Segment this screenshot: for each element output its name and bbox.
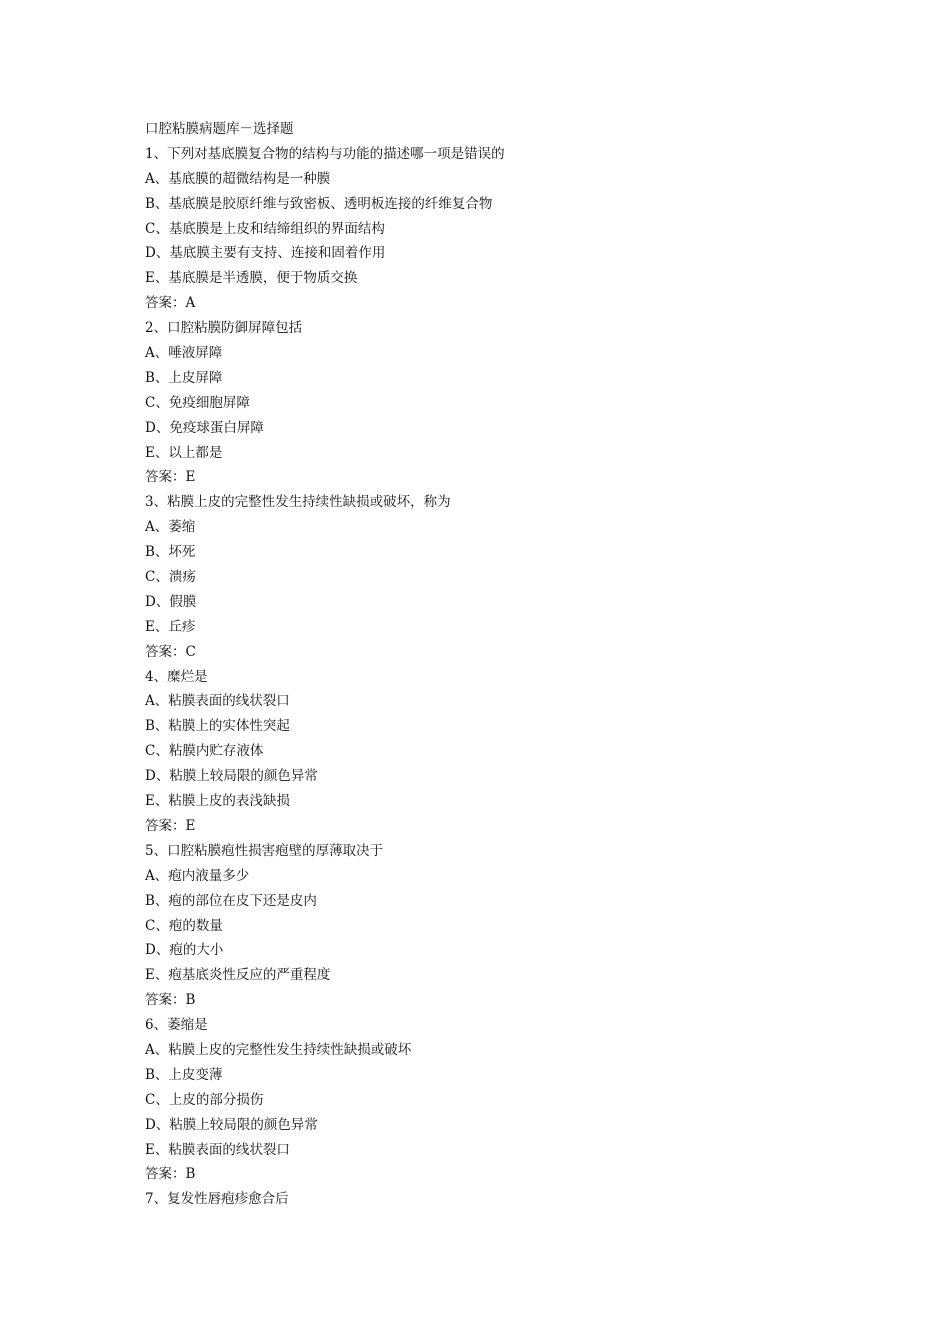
option-a: A、唾液屏障 <box>145 345 223 362</box>
answer-prefix: 答案： <box>145 817 186 834</box>
answer-prefix: 答案： <box>145 469 186 486</box>
question-2 <box>145 316 845 490</box>
answer-value: E <box>185 817 196 834</box>
option-d: D、假膜 <box>145 593 197 610</box>
question-3 <box>145 490 845 664</box>
answer-prefix: 答案： <box>145 1166 186 1183</box>
answer-line <box>145 465 845 490</box>
answer-value: C <box>185 643 196 660</box>
answer-line <box>145 291 845 316</box>
question-5 <box>145 839 845 1013</box>
option-d: D、粘膜上较局限的颜色异常 <box>145 1116 318 1133</box>
option-e: E、粘膜上皮的表浅缺损 <box>145 793 290 810</box>
question-stem: 5、口腔粘膜疱性损害疱壁的厚薄取决于 <box>145 842 384 859</box>
option-b: B、上皮屏障 <box>145 369 223 386</box>
question-7 <box>145 1187 845 1212</box>
option-e: E、疱基底炎性反应的严重程度 <box>145 967 331 984</box>
question-1 <box>145 142 845 316</box>
answer-prefix: 答案： <box>145 643 186 660</box>
option-e: E、丘疹 <box>145 618 196 635</box>
answer-value: E <box>185 469 196 486</box>
option-e: E、以上都是 <box>145 444 223 461</box>
option-b: B、疱的部位在皮下还是皮内 <box>145 892 317 909</box>
option-b: B、粘膜上的实体性突起 <box>145 718 290 735</box>
option-b: B、坏死 <box>145 544 196 561</box>
answer-line <box>145 640 845 665</box>
question-stem: 3、粘膜上皮的完整性发生持续性缺损或破坏，称为 <box>145 494 451 511</box>
option-b: B、上皮变薄 <box>145 1066 223 1083</box>
option-c: C、上皮的部分损伤 <box>145 1091 264 1108</box>
answer-value: B <box>185 1166 196 1183</box>
option-a: A、基底膜的超微结构是一种膜 <box>145 170 331 187</box>
document-page <box>145 117 845 1212</box>
option-a: A、萎缩 <box>145 519 196 536</box>
option-d: D、粘膜上较局限的颜色异常 <box>145 768 318 785</box>
question-stem: 2、口腔粘膜防御屏障包括 <box>145 320 303 337</box>
question-stem: 4、糜烂是 <box>145 668 208 685</box>
option-a: A、疱内液量多少 <box>145 867 250 884</box>
option-a: A、粘膜表面的线状裂口 <box>145 693 290 710</box>
question-stem: 7、复发性唇疱疹愈合后 <box>145 1191 289 1208</box>
option-a: A、粘膜上皮的完整性发生持续性缺损或破坏 <box>145 1041 412 1058</box>
question-stem: 1、下列对基底膜复合物的结构与功能的描述哪一项是错误的 <box>145 145 505 162</box>
option-d: D、疱的大小 <box>145 942 224 959</box>
option-c: C、粘膜内贮存液体 <box>145 743 264 760</box>
option-c: C、免疫细胞屏障 <box>145 394 250 411</box>
option-b: B、基底膜是胶原纤维与致密板、透明板连接的纤维复合物 <box>145 195 493 212</box>
option-e: E、粘膜表面的线状裂口 <box>145 1141 290 1158</box>
answer-value: A <box>185 295 196 312</box>
answer-prefix: 答案： <box>145 992 186 1009</box>
document-title: 口腔粘膜病题库－选择题 <box>145 121 294 137</box>
answer-line <box>145 1162 845 1187</box>
question-4 <box>145 665 845 839</box>
option-e: E、基底膜是半透膜，便于物质交换 <box>145 270 358 287</box>
answer-line <box>145 814 845 839</box>
option-d: D、基底膜主要有支持、连接和固着作用 <box>145 245 386 262</box>
option-d: D、免疫球蛋白屏障 <box>145 419 264 436</box>
option-c: C、溃疡 <box>145 569 196 586</box>
option-c: C、基底膜是上皮和结缔组织的界面结构 <box>145 220 385 237</box>
answer-value: B <box>185 992 196 1009</box>
option-c: C、疱的数量 <box>145 917 223 934</box>
answer-prefix: 答案： <box>145 295 186 312</box>
question-6 <box>145 1013 845 1187</box>
answer-line <box>145 988 845 1013</box>
question-stem: 6、萎缩是 <box>145 1017 208 1034</box>
